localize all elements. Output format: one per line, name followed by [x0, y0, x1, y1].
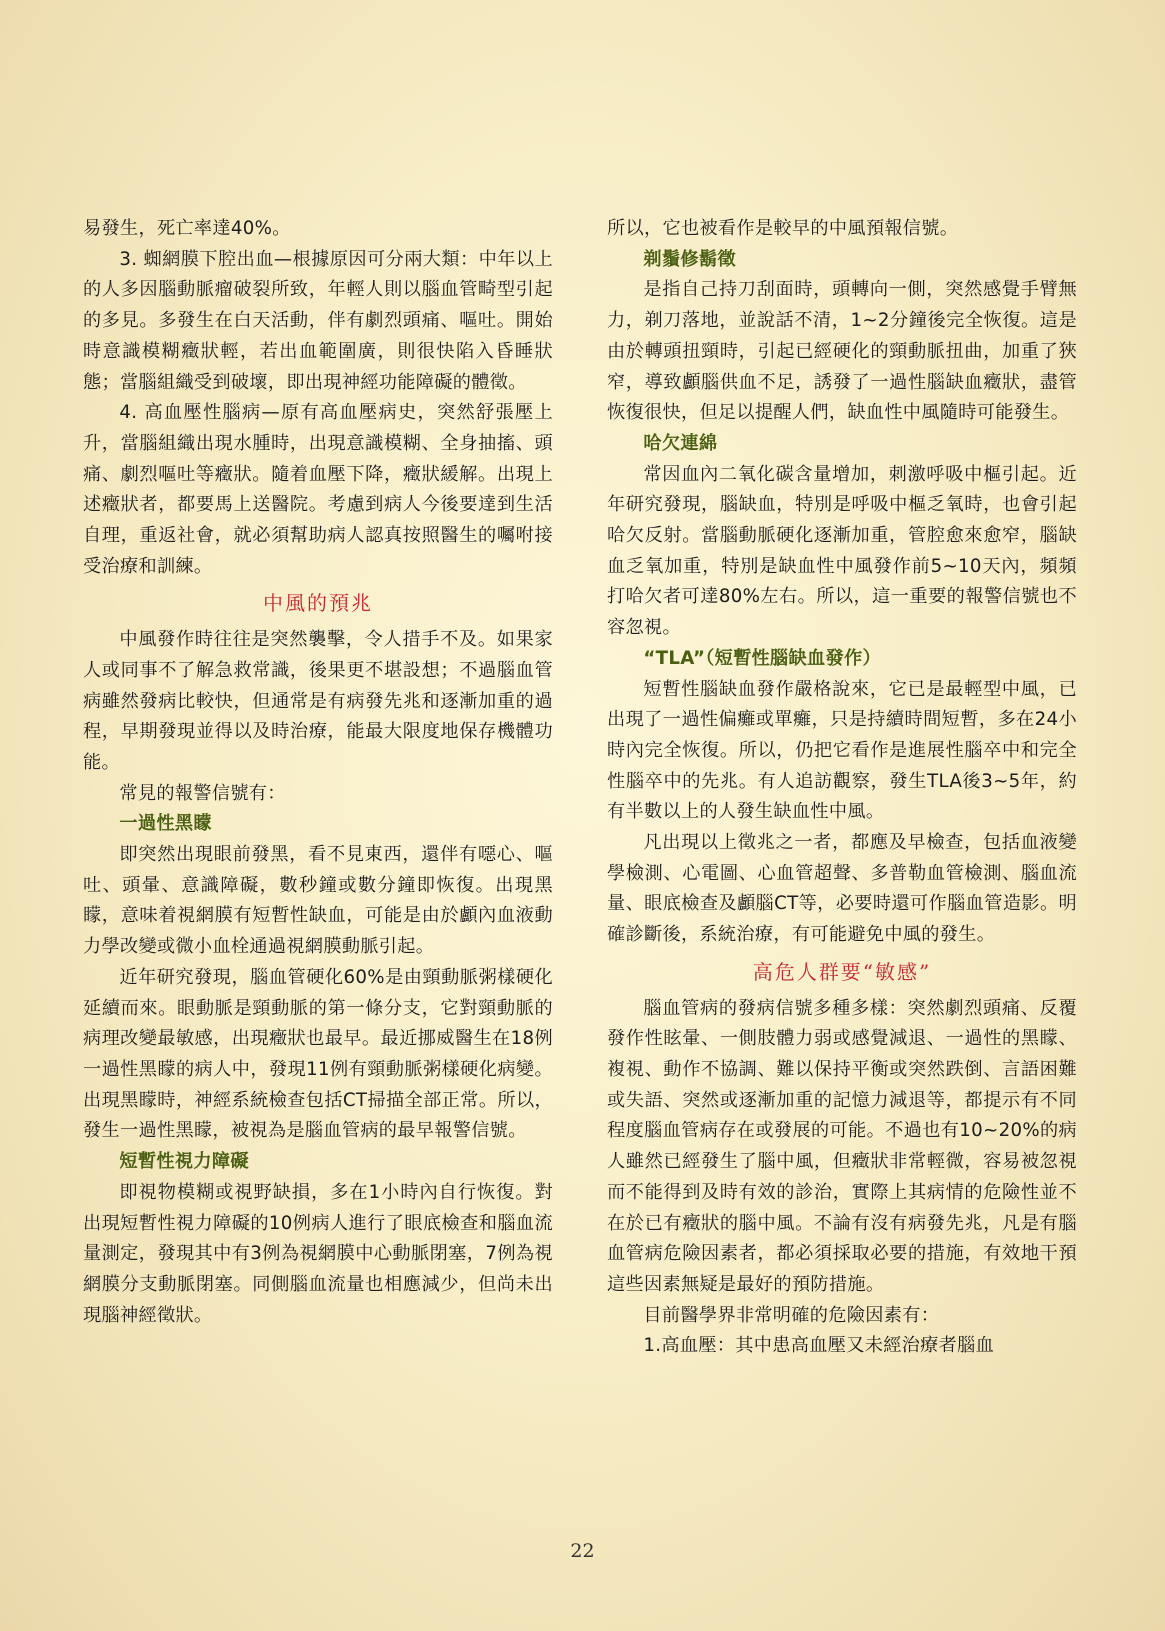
section-heading: 高危人群要“敏感”	[752, 959, 932, 984]
paragraph: 1.高血壓：其中患高血壓又未經治療者腦血	[643, 1335, 995, 1357]
subheading: 剃鬚修鬍徵	[643, 248, 736, 270]
subheading: 哈欠連綿	[643, 432, 718, 454]
paragraph: 常因血內二氧化碳含量增加，刺激呼吸中樞引起。近年研究發現，腦缺血，特別是呼吸中樞乏氧時，也會引起哈欠反射。當腦動脈硬化逐漸加重，管腔愈來愈窄，腦缺血乏氧加重，特別是缺血性中風發作前5~10天內，頻頻打哈欠者可達80%左右。所以，這一重要的報警信號也不容忽視。	[607, 463, 1077, 639]
paragraph: 是指自己持刀刮面時，頭轉向一側，突然感覺手臂無力，剃刀落地，並說話不清，1~2分鐘後完全恢復。這是由於轉頭扭頸時，引起已經硬化的頸動脈扭曲，加重了狹窄，導致顱腦供血不足，誘發了一過性腦缺血癥狀，盡管恢復很快，但足以提醒人們，缺血性中風隨時可能發生。	[607, 279, 1077, 424]
section-heading: 中風的預兆	[263, 591, 373, 616]
paragraph: 近年研究發現，腦血管硬化60%是由頸動脈粥樣硬化延續而來。眼動脈是頸動脈的第一條分支，它對頸動脈的病理改變最敏感，出現癥狀也最早。最近挪威醫生在18例一過性黑矇的病人中，發現11例有頸動脈粥樣硬化病變。出現黑矇時，神經系統檢查包括CT掃描全部正常。所以，發生一過性黑矇，被視為是腦血管病的最早報警信號。	[83, 966, 553, 1142]
paragraph: 所以，它也被看作是較早的中風預報信號。	[607, 218, 959, 239]
paragraph: 4. 高血壓性腦病—原有高血壓病史，突然舒張壓上升，當腦組織出現水腫時，出現意識模糊、全身抽搐、頭痛、劇烈嘔吐等癥狀。隨着血壓下降，癥狀緩解。出現上述癥狀者，都要馬上送醫院。考慮到病人今後要達到生活自理，重返社會，就必須幫助病人認真按照醫生的囑咐接受治療和訓練。	[83, 402, 553, 577]
paragraph: 易發生，死亡率達40%。	[83, 218, 291, 239]
paragraph: 常見的報警信號有：	[119, 782, 286, 804]
paragraph: 即突然出現眼前發黑，看不見東西，還伴有噁心、嘔吐、頭暈、意識障礙，數秒鐘或數分鐘即恢復。出現黑矇，意味着視網膜有短暫性缺血，可能是由於顱內血液動力學改變或微小血栓通過視網膜動脈引起。	[83, 844, 553, 958]
subheading: 一過性黑矇	[119, 813, 212, 835]
paragraph: 短暫性腦缺血發作嚴格說來，它已是最輕型中風，已出現了一過性偏癱或單癱，只是持續時間短暫，多在24小時內完全恢復。所以，仍把它看作是進展性腦卒中和完全性腦卒中的先兆。有人追訪觀察，發生TLA後3~5年，約有半數以上的人發生缺血性中風。	[607, 678, 1077, 823]
paragraph: 中風發作時往往是突然襲擊，令人措手不及。如果家人或同事不了解急救常識，後果更不堪設想；不過腦血管病雖然發病比較快，但通常是有病發先兆和逐漸加重的過程，早期發現並得以及時治療，能最大限度地保存機體功能。	[83, 629, 553, 773]
page-number: 22	[570, 1540, 595, 1562]
paragraph: 凡出現以上徵兆之一者，都應及早檢查，包括血液變學檢測、心電圖、心血管超聲、多普勒血管檢測、腦血流量、眼底檢查及顱腦CT等，必要時還可作腦血管造影。明確診斷後，系統治療，有可能避免中風的發生。	[607, 832, 1077, 946]
paragraph: 即視物模糊或視野缺損，多在1小時內自行恢復。對出現短暫性視力障礙的10例病人進行了眼底檢查和腦血流量測定，發現其中有3例為視網膜中心動脈閉塞，7例為視網膜分支動脈閉塞。同側腦血流量也相應減少，但尚未出現腦神經徵狀。	[83, 1181, 553, 1326]
subheading: 短暫性視力障礙	[119, 1151, 249, 1173]
paragraph: 腦血管病的發病信號多種多樣：突然劇烈頭痛、反覆發作性眩暈、一側肢體力弱或感覺減退、一過性的黑矇、複視、動作不協調、難以保持平衡或突然跌倒、言語困難或失語、突然或逐漸加重的記憶力減退等，都提示有不同程度腦血管病存在或發展的可能。不過也有10~20%的病人雖然已經發生了腦中風，但癥狀非常輕微，容易被忽視而不能得到及時有效的診治，實際上其病情的危險性並不在於已有癥狀的腦中風。不論有沒有病發先兆，凡是有腦血管病危險因素者，都必須採取必要的措施，有效地干預這些因素無疑是最好的預防措施。	[607, 997, 1077, 1295]
right-column	[607, 214, 1077, 1362]
left-column	[83, 214, 553, 1331]
paragraph: 目前醫學界非常明確的危險因素有：	[643, 1304, 940, 1326]
paragraph: 3. 蜘網膜下腔出血—根據原因可分兩大類：中年以上的人多因腦動脈瘤破裂所致，年輕人則以腦血管畸型引起的多見。多發生在白天活動，伴有劇烈頭痛、嘔吐。開始時意識模糊癥狀輕，若出血範圍廣，則很快陷入昏睡狀態；當腦組織受到破壞，即出現神經功能障礙的體徵。	[83, 248, 553, 393]
subheading: “TLA”（短暫性腦缺血發作）	[643, 647, 881, 669]
